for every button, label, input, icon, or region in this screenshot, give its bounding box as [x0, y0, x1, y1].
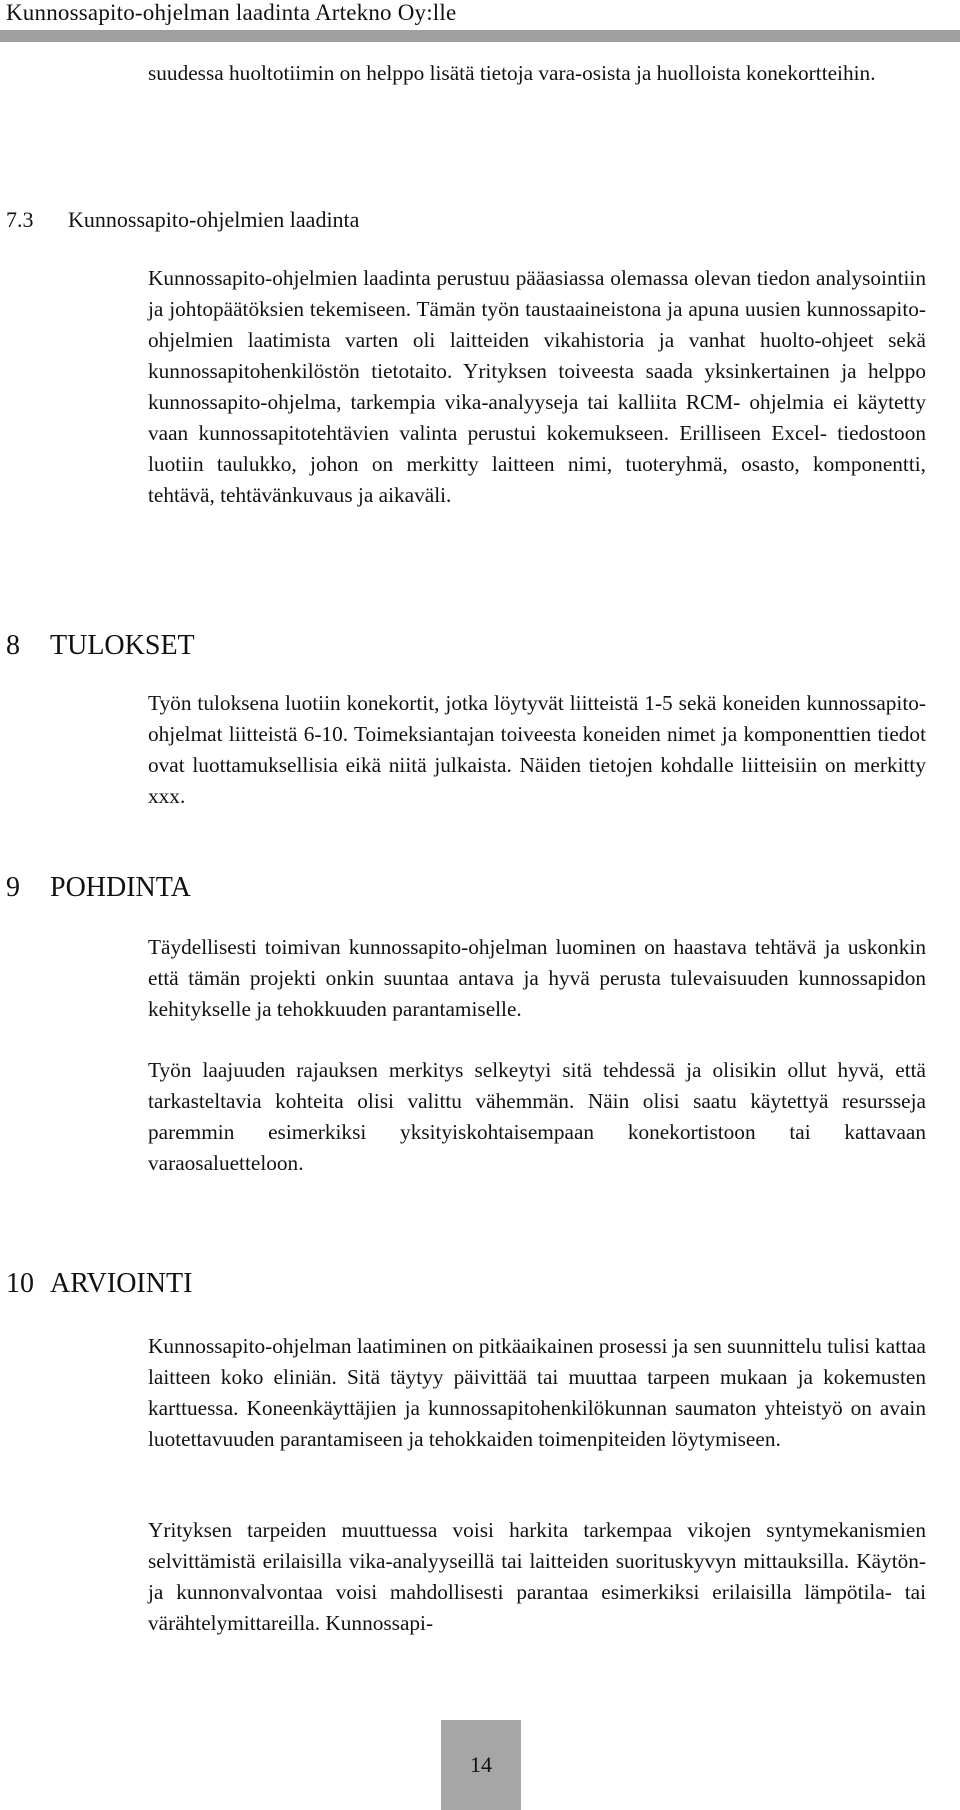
section-number: 10: [6, 1268, 34, 1299]
section-number: 7.3: [6, 207, 34, 232]
page-number-box: [441, 1720, 521, 1810]
section-title: Kunnossapito-ohjelmien laadinta: [68, 207, 360, 232]
section-8-heading: [6, 629, 195, 663]
section-8-paragraph: Työn tuloksena luotiin konekortit, jotka löytyvät liitteistä 1-5 sekä koneiden kunnossapito-ohjelmat liitteistä 6-10. Toimeksiantajan toiveesta koneiden nimet ja komponenttien tiedot ovat luottamuksellisia eikä niitä julkaista. Näiden tietojen kohdalle liitteisiin on merkitty xxx.: [148, 691, 926, 808]
section-title: POHDINTA: [50, 872, 191, 903]
page-number: 14: [470, 1752, 492, 1777]
section-title: ARVIOINTI: [50, 1268, 193, 1299]
section-10-paragraph-2: Yrityksen tarpeiden muuttuessa voisi harkita tarkempaa vikojen syntymekanismien selvittämistä erilaisilla vika-analyyseillä tai laitteiden suorituskyvyn mittauksilla. Käytön- ja kunnonvalvontaa voisi mahdollisesti parantaa esimerkiksi erilaisilla lämpötila- tai värähtelymittareilla. Kunnossapi-: [148, 1518, 926, 1635]
section-10-paragraph-1: Kunnossapito-ohjelman laatiminen on pitkäaikainen prosessi ja sen suunnittelu tulisi kattaa laitteen koko eliniän. Sitä täytyy päivittää tai muuttaa tarpeen mukaan ja kokemusten karttuessa. Koneenkäyttäjien ja kunnossapitohenkilökunnan saumaton yhteistyö on avain luotettavuuden parantamiseen ja tehokkaiden toimenpiteiden löytymiseen.: [148, 1334, 926, 1451]
section-9-paragraph-2: Työn laajuuden rajauksen merkitys selkeytyi sitä tehdessä ja olisikin ollut hyvä, että tarkasteltavia kohteita olisi valittu vähemmän. Näin olisi saatu käytettyä resursseja paremmin esimerkiksi yksityiskohtaisempaan konekortistoon tai kattavaan varaosaluetteloon.: [148, 1058, 926, 1175]
section-number: 9: [6, 872, 20, 903]
section-10-heading: [6, 1267, 192, 1301]
page-header: [0, 0, 960, 44]
intro-paragraph: suudessa huoltotiimin on helppo lisätä tietoja vara-osista ja huolloista konekortteihin.: [148, 61, 876, 85]
section-9-paragraph-1: Täydellisesti toimivan kunnossapito-ohjelman luominen on haastava tehtävä ja uskonkin että tämän projekti onkin suuntaa antava ja hyvä perusta tulevaisuuden kunnossapidon kehitykselle ja tehokkuuden parantamiselle.: [148, 935, 926, 1021]
header-title: Kunnossapito-ohjelman laadinta Artekno Oy:lle: [6, 0, 457, 25]
section-7-3-heading: [6, 205, 359, 235]
section-9-heading: [6, 871, 191, 905]
section-number: 8: [6, 630, 20, 661]
section-7-3-paragraph: Kunnossapito-ohjelmien laadinta perustuu pääasiassa olemassa olevan tiedon analysointiin ja johtopäätöksien tekemiseen. Tämän työn taustaaineistona ja apuna uusien kunnossapito-ohjelmien laatimista varten oli laitteiden vikahistoria ja vanhat huolto-ohjeet sekä kunnossapitohenkilöstön tietotaito. Yrityksen toiveesta saada yksinkertainen ja helppo kunnossapito-ohjelma, tarkempia vika-analyyseja tai kalliita RCM- ohjelmia ei käytetty vaan kunnossapitotehtävien valinta perustui kokemukseen. Erilliseen Excel- tiedostoon luotiin taulukko, johon on merkitty laitteen nimi, tuoteryhmä, osasto, komponentti, tehtävä, tehtävänkuvaus ja aikaväli.: [148, 266, 926, 507]
header-rule: [0, 30, 960, 42]
section-title: TULOKSET: [50, 630, 195, 661]
